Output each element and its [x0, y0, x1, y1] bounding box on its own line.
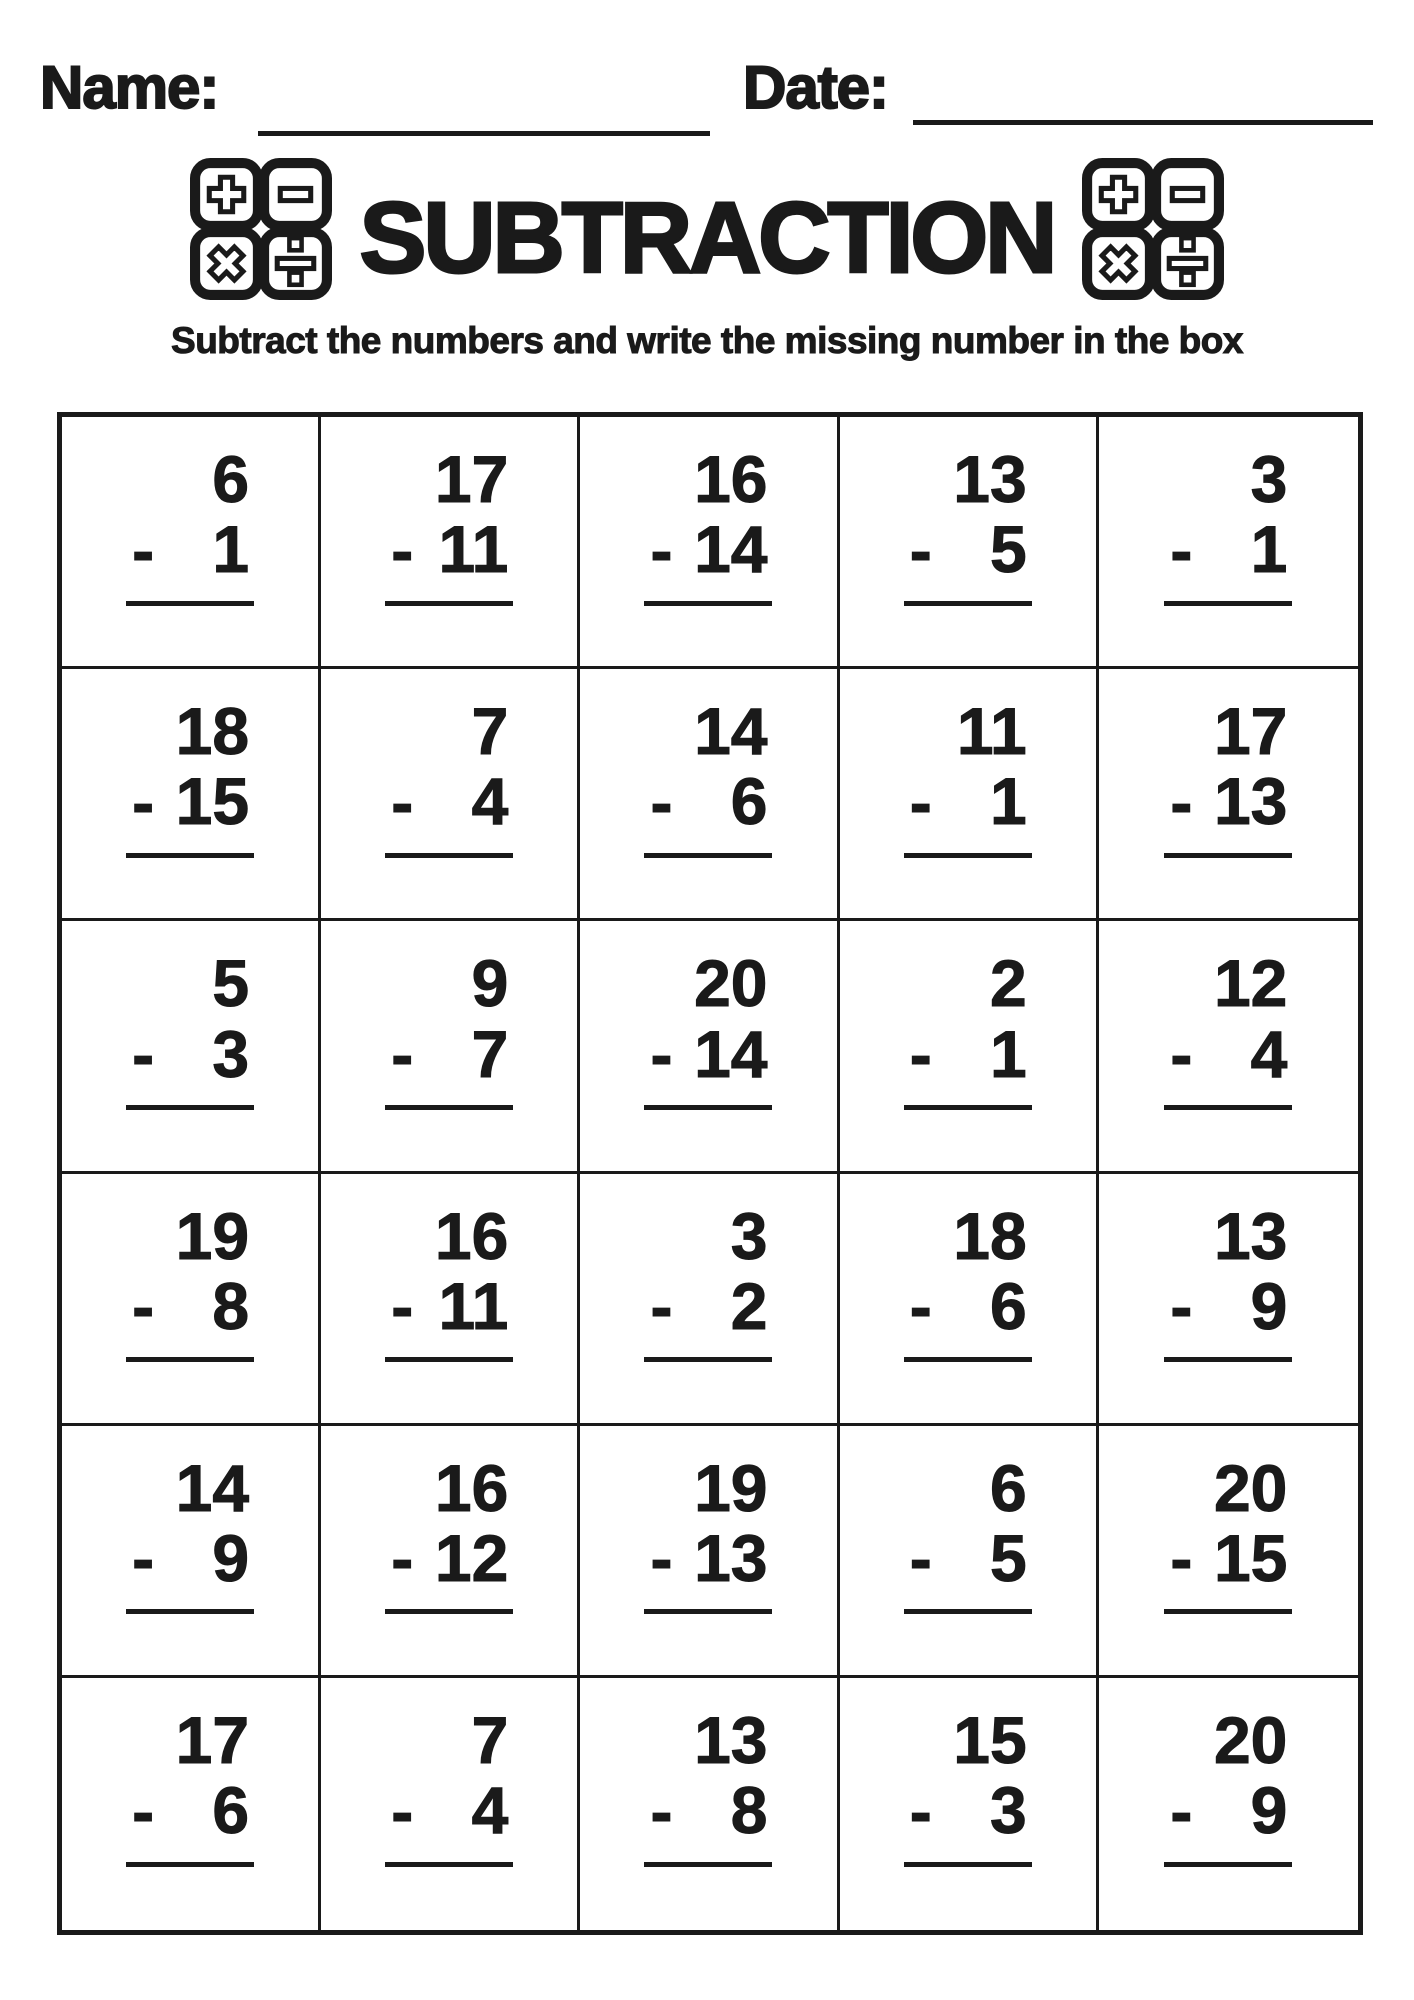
subtrahend: 12: [434, 1520, 509, 1595]
subtraction-problem: [904, 946, 1032, 1110]
title-row: [0, 158, 1414, 300]
problem-cell: [1099, 1174, 1358, 1426]
answer-blank[interactable]: [1164, 853, 1292, 858]
minus-sign: -: [909, 1773, 932, 1848]
subtrahend-row: [644, 1016, 772, 1091]
problem-cell: [840, 669, 1099, 921]
problem-cell: [1099, 417, 1358, 669]
subtrahend-row: [126, 1016, 254, 1091]
minus-sign: -: [132, 1521, 155, 1596]
subtraction-problem: [126, 1450, 254, 1615]
subtraction-problem: [126, 946, 254, 1110]
answer-blank[interactable]: [1164, 1609, 1292, 1614]
answer-blank[interactable]: [385, 853, 513, 858]
subtrahend: 9: [212, 1520, 250, 1595]
subtraction-problem: [126, 1198, 254, 1363]
answer-blank[interactable]: [1164, 1862, 1292, 1867]
answer-blank[interactable]: [904, 1357, 1032, 1362]
subtrahend-row: [385, 1016, 513, 1091]
subtrahend: 3: [989, 1773, 1027, 1848]
subtrahend-row: [904, 1268, 1032, 1344]
subtrahend-row: [126, 512, 254, 587]
subtrahend: 11: [438, 512, 509, 587]
subtraction-problem: [644, 694, 772, 858]
name-label: Name:: [40, 54, 219, 121]
problem-cell: [840, 1426, 1099, 1678]
problem-cell: [62, 921, 321, 1173]
minus-sign: -: [650, 764, 673, 839]
minuend: 20: [694, 946, 768, 1021]
minuend: 20: [1213, 1702, 1288, 1777]
answer-blank[interactable]: [644, 853, 772, 858]
minus-sign: -: [132, 512, 155, 587]
subtrahend: 6: [212, 1773, 250, 1848]
page-title: SUBTRACTION: [359, 182, 1055, 294]
problem-cell: [1099, 1426, 1358, 1678]
subtrahend-row: [644, 1268, 772, 1344]
problem-cell: [580, 921, 839, 1173]
minus-sign: -: [1170, 1017, 1193, 1091]
subtrahend: 1: [989, 764, 1027, 839]
subtrahend: 4: [471, 764, 509, 839]
subtrahend-row: [126, 1268, 254, 1344]
problem-cell: [1099, 1678, 1358, 1930]
subtraction-problem: [904, 1702, 1032, 1867]
subtrahend: 13: [694, 1520, 768, 1595]
problem-cell: [321, 669, 580, 921]
problem-cell: [580, 1678, 839, 1930]
minuend: 6: [989, 1450, 1027, 1525]
answer-blank[interactable]: [904, 601, 1032, 606]
answer-blank[interactable]: [644, 1357, 772, 1362]
minuend: 5: [212, 946, 250, 1021]
answer-blank[interactable]: [644, 1609, 772, 1614]
subtrahend-row: [1164, 512, 1292, 587]
subtrahend: 6: [989, 1268, 1027, 1343]
answer-blank[interactable]: [644, 1105, 772, 1110]
minus-sign: -: [909, 1269, 932, 1344]
answer-blank[interactable]: [385, 1105, 513, 1110]
answer-blank[interactable]: [126, 601, 254, 606]
name-blank-line[interactable]: [258, 131, 710, 136]
subtraction-problem: [1164, 946, 1292, 1110]
subtrahend-row: [126, 1773, 254, 1848]
problem-cell: [840, 921, 1099, 1173]
subtraction-problem: [385, 1702, 513, 1867]
minuend: 13: [953, 442, 1027, 516]
subtraction-problem: [1164, 1198, 1292, 1363]
problem-cell: [1099, 669, 1358, 921]
minuend: 18: [953, 1198, 1027, 1273]
minuend: 3: [730, 1198, 768, 1273]
subtrahend: 1: [1250, 512, 1288, 587]
minus-sign: -: [909, 1521, 932, 1596]
subtrahend-row: [904, 1520, 1032, 1596]
minus-sign: -: [1170, 764, 1193, 839]
subtrahend-row: [385, 1773, 513, 1848]
minuend: 3: [1250, 442, 1288, 516]
answer-blank[interactable]: [385, 1609, 513, 1614]
minuend: 14: [175, 1450, 250, 1525]
minus-sign: -: [391, 1521, 414, 1596]
minus-sign: -: [650, 1521, 673, 1596]
subtrahend: 3: [212, 1016, 250, 1091]
minus-sign: -: [132, 1017, 155, 1091]
subtraction-problem: [1164, 694, 1292, 858]
minus-sign: -: [391, 1017, 414, 1091]
answer-blank[interactable]: [904, 1105, 1032, 1110]
subtrahend: 14: [694, 512, 768, 587]
subtrahend: 7: [471, 1016, 509, 1091]
subtraction-problem: [904, 694, 1032, 858]
subtraction-problem: [385, 1198, 513, 1363]
minus-sign: -: [391, 1269, 414, 1344]
date-label: Date:: [743, 54, 889, 121]
problem-cell: [321, 1678, 580, 1930]
subtrahend-row: [1164, 764, 1292, 839]
minuend: 6: [212, 442, 250, 516]
subtrahend-row: [644, 764, 772, 839]
problem-cell: [62, 417, 321, 669]
minus-sign: -: [391, 1773, 414, 1848]
minuend: 19: [175, 1198, 250, 1273]
minus-sign: -: [909, 512, 932, 587]
subtraction-problem: [1164, 1450, 1292, 1615]
subtrahend-row: [385, 1520, 513, 1596]
minus-sign: -: [132, 1269, 155, 1344]
problem-cell: [580, 417, 839, 669]
answer-blank[interactable]: [126, 1357, 254, 1362]
subtrahend-row: [385, 764, 513, 839]
minuend: 2: [989, 946, 1027, 1021]
minuend: 18: [175, 694, 250, 769]
subtraction-problem: [385, 1450, 513, 1615]
subtraction-problem: [904, 1450, 1032, 1615]
answer-blank[interactable]: [644, 1862, 772, 1867]
problem-cell: [62, 1426, 321, 1678]
subtrahend: 5: [989, 1520, 1027, 1595]
problem-cell: [62, 1678, 321, 1930]
minuend: 19: [694, 1450, 768, 1525]
instructions-text: Subtract the numbers and write the missing number in the box: [171, 320, 1243, 361]
minus-sign: -: [650, 1773, 673, 1848]
answer-blank[interactable]: [1164, 1357, 1292, 1362]
problem-cell: [321, 1174, 580, 1426]
subtraction-problem: [904, 1198, 1032, 1363]
subtraction-problem: [385, 442, 513, 606]
problem-cell: [1099, 921, 1358, 1173]
subtraction-problem: [644, 1198, 772, 1363]
subtrahend: 2: [730, 1268, 768, 1343]
minus-sign: -: [132, 1773, 155, 1848]
subtrahend: 9: [1250, 1268, 1288, 1343]
answer-blank[interactable]: [126, 1609, 254, 1614]
subtraction-problem: [644, 442, 772, 606]
minuend: 16: [434, 1198, 509, 1273]
subtrahend: 4: [1250, 1016, 1288, 1091]
subtraction-problem: [385, 694, 513, 858]
answer-blank[interactable]: [385, 1862, 513, 1867]
date-blank-line[interactable]: [913, 120, 1373, 125]
subtrahend: 1: [212, 512, 250, 587]
minus-sign: -: [1170, 512, 1193, 587]
answer-blank[interactable]: [904, 853, 1032, 858]
subtrahend-row: [904, 1016, 1032, 1091]
subtrahend: 14: [694, 1016, 768, 1091]
minus-sign: -: [132, 764, 155, 839]
minuend: 13: [1213, 1198, 1288, 1273]
subtraction-problem: [385, 946, 513, 1110]
answer-blank[interactable]: [126, 1862, 254, 1867]
minus-sign: -: [1170, 1521, 1193, 1596]
minuend: 16: [434, 1450, 509, 1525]
minuend: 20: [1213, 1450, 1288, 1525]
subtrahend: 5: [989, 512, 1027, 587]
subtrahend-row: [904, 512, 1032, 587]
subtrahend-row: [644, 1520, 772, 1596]
subtraction-problem: [126, 694, 254, 858]
subtrahend: 15: [175, 764, 250, 839]
problem-cell: [840, 1678, 1099, 1930]
subtrahend-row: [644, 512, 772, 587]
problem-cell: [62, 669, 321, 921]
minuend: 15: [953, 1702, 1027, 1777]
minuend: 16: [694, 442, 768, 516]
minuend: 7: [471, 1702, 509, 1777]
subtraction-problem: [1164, 442, 1292, 606]
subtraction-problem: [126, 442, 254, 606]
minus-sign: -: [1170, 1269, 1193, 1344]
minuend: 13: [694, 1702, 768, 1777]
problem-cell: [840, 417, 1099, 669]
problem-cell: [62, 1174, 321, 1426]
subtraction-problem: [904, 442, 1032, 606]
math-operations-icon: [1080, 158, 1226, 300]
answer-blank[interactable]: [1164, 601, 1292, 606]
problem-cell: [580, 669, 839, 921]
subtrahend: 8: [212, 1268, 250, 1343]
answer-blank[interactable]: [1164, 1105, 1292, 1110]
minuend: 17: [175, 1702, 250, 1777]
problem-cell: [840, 1174, 1099, 1426]
minus-sign: -: [391, 512, 414, 587]
subtrahend: 8: [730, 1773, 768, 1848]
minuend: 17: [434, 442, 509, 516]
problem-cell: [321, 417, 580, 669]
subtrahend-row: [904, 1773, 1032, 1848]
minuend: 17: [1213, 694, 1288, 769]
minus-sign: -: [909, 1017, 932, 1091]
subtrahend: 4: [471, 1773, 509, 1848]
answer-blank[interactable]: [385, 1357, 513, 1362]
subtrahend-row: [385, 512, 513, 587]
subtraction-problem: [644, 1702, 772, 1867]
subtrahend: 1: [989, 1016, 1027, 1091]
problem-cell: [580, 1426, 839, 1678]
subtrahend: 13: [1213, 764, 1288, 839]
subtrahend-row: [126, 764, 254, 839]
minuend: 9: [471, 946, 509, 1021]
minuend: 11: [956, 694, 1027, 769]
subtraction-problem: [1164, 1702, 1292, 1867]
subtrahend: 9: [1250, 1773, 1288, 1848]
subtraction-problem: [126, 1702, 254, 1867]
subtrahend-row: [1164, 1268, 1292, 1344]
answer-blank[interactable]: [126, 1105, 254, 1110]
minus-sign: -: [391, 764, 414, 839]
subtrahend-row: [126, 1520, 254, 1596]
minus-sign: -: [909, 764, 932, 839]
subtrahend-row: [904, 764, 1032, 839]
minus-sign: -: [650, 1269, 673, 1344]
subtrahend-row: [1164, 1016, 1292, 1091]
subtraction-problem: [644, 946, 772, 1110]
minus-sign: -: [1170, 1773, 1193, 1848]
subtrahend: 15: [1213, 1520, 1288, 1595]
subtrahend-row: [1164, 1520, 1292, 1596]
minuend: 14: [694, 694, 768, 769]
minus-sign: -: [650, 1017, 673, 1091]
problem-cell: [321, 921, 580, 1173]
subtrahend-row: [1164, 1773, 1292, 1848]
answer-blank[interactable]: [904, 1609, 1032, 1614]
subtraction-problem: [644, 1450, 772, 1615]
subtrahend-row: [644, 1773, 772, 1848]
subtrahend: 6: [730, 764, 768, 839]
minus-sign: -: [650, 512, 673, 587]
subtrahend-row: [385, 1268, 513, 1344]
problem-cell: [580, 1174, 839, 1426]
problems-grid: [57, 412, 1363, 1935]
answer-blank[interactable]: [385, 601, 513, 606]
math-operations-icon: [188, 158, 334, 300]
answer-blank[interactable]: [904, 1862, 1032, 1867]
answer-blank[interactable]: [644, 601, 772, 606]
minuend: 12: [1213, 946, 1288, 1021]
minuend: 7: [471, 694, 509, 769]
subtrahend: 11: [438, 1268, 509, 1343]
problem-cell: [321, 1426, 580, 1678]
answer-blank[interactable]: [126, 853, 254, 858]
